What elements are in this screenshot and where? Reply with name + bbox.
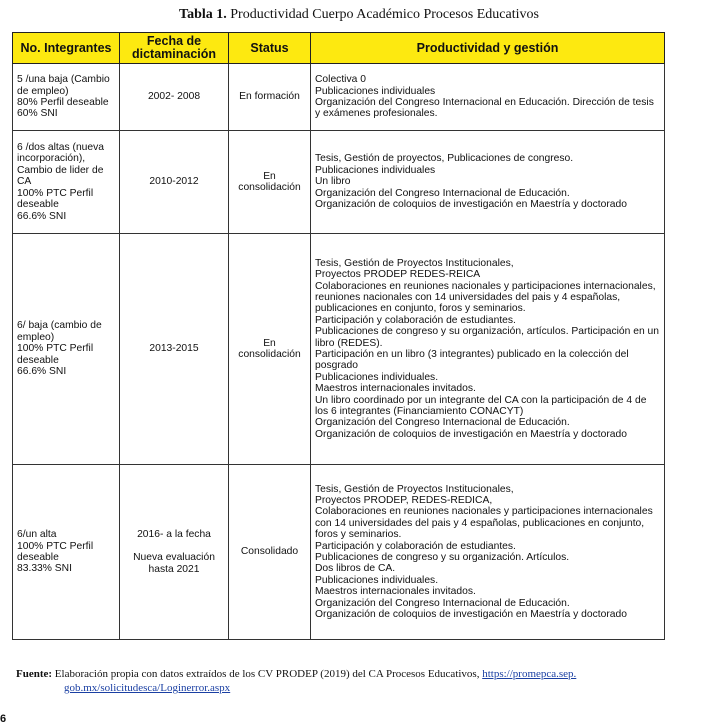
cell-fecha xyxy=(120,64,229,131)
productividad-item: Publicaciones individuales xyxy=(315,85,436,97)
productividad-item: Tesis, Gestión de Proyectos Institucionales, xyxy=(315,257,514,269)
integrantes-text: 6/ baja (cambio de empleo) 100% PTC Perfil deseable 66.6% SNI xyxy=(17,320,102,378)
fecha-spacer xyxy=(124,540,224,552)
header-fecha: Fecha de dictaminación xyxy=(120,33,229,64)
cell-integrantes xyxy=(13,131,120,234)
status-text: En formación xyxy=(239,91,300,103)
productividad-item: Tesis, Gestión de proyectos, Publicaciones de congreso. xyxy=(315,153,574,165)
integrantes-text: 5 /una baja (Cambio de empleo) 80% Perfil deseable 60% SNI xyxy=(17,74,110,120)
productividad-item: Un libro xyxy=(315,176,351,188)
cell-integrantes xyxy=(13,64,120,131)
table-title xyxy=(0,7,718,23)
cell-productividad xyxy=(311,234,665,465)
header-integrantes: No. Integrantes xyxy=(13,33,120,64)
productividad-item: Organización de coloquios de investigación en Maestría y doctorado xyxy=(315,428,627,440)
productividad-item: Organización del Congreso Internacional de Educación. xyxy=(315,187,570,199)
table-row xyxy=(13,131,665,234)
table-header-row xyxy=(13,33,665,64)
fecha-text: 2013-2015 xyxy=(149,343,199,355)
cell-productividad xyxy=(311,131,665,234)
source-link-part2[interactable]: gob.mx/solicitudesca/Loginerror.aspx xyxy=(64,682,231,694)
cell-status xyxy=(229,234,311,465)
fecha-text: 2002- 2008 xyxy=(147,91,201,103)
productividad-item: Participación en un libro (3 integrantes) publicado en la colección del posgrado xyxy=(315,349,629,372)
productividad-item: Organización del Congreso Internacional de Educación. xyxy=(315,417,570,429)
productividad-item: Colaboraciones en reuniones nacionales y participaciones internacionales, reuniones nacionales con 14 universidades del pais y 4 españolas, publicaciones en conjunto, foros y seminarios. xyxy=(315,280,656,315)
productividad-item: Participación y colaboración de estudiantes. xyxy=(315,314,516,326)
productividad-item: Un libro coordinado por un integrante del CA con la participación de 4 de los 6 integrantes (Financiamiento CONACYT) xyxy=(315,394,647,418)
productividad-item: Dos libros de CA. xyxy=(315,563,396,575)
source-link-part1[interactable]: https://promepca.sep. xyxy=(482,668,577,680)
productividad-item: Maestros internacionales invitados. xyxy=(315,383,476,395)
table-row xyxy=(13,64,665,131)
cell-status xyxy=(229,64,311,131)
productividad-item: Organización de coloquios de investigación en Maestría y doctorado xyxy=(315,199,627,211)
productividad-item: Organización del Congreso Internacional de Educación. xyxy=(315,597,570,609)
productivity-table xyxy=(12,32,665,640)
productividad-item: Publicaciones individuales. xyxy=(315,371,439,383)
cell-productividad xyxy=(311,465,665,640)
cell-status xyxy=(229,131,311,234)
productividad-item: Proyectos PRODEP REDES-REICA xyxy=(315,269,481,281)
header-status: Status xyxy=(229,33,311,64)
status-text: Consolidado xyxy=(240,546,299,558)
cell-productividad xyxy=(311,64,665,131)
productividad-item: Colectiva 0 xyxy=(315,74,366,86)
footnote-label: Fuente: xyxy=(16,668,53,680)
cell-integrantes xyxy=(13,465,120,640)
status-text: En consolidación xyxy=(238,337,301,360)
page-number: 6 xyxy=(0,713,7,725)
status-text: En consolidación xyxy=(238,170,301,193)
productividad-item: Colaboraciones en reuniones nacionales y participaciones internacionales con 14 universidades del pais y 4 españolas, publicaciones en conjunto, foros y seminarios. xyxy=(315,506,653,541)
integrantes-text: 6 /dos altas (nueva incorporación), Cambio de lider de CA 100% PTC Perfil deseable 66.6% SNI xyxy=(17,142,105,222)
productividad-item: Publicaciones de congreso y su organización. Artículos. xyxy=(315,552,570,563)
table-row xyxy=(13,234,665,465)
productividad-item: Organización del Congreso Internacional en Educación. Dirección de tesis y exámenes profesionales. xyxy=(315,97,654,120)
cell-fecha xyxy=(120,234,229,465)
cell-fecha xyxy=(120,465,229,640)
table-source-note xyxy=(16,667,676,695)
cell-fecha xyxy=(120,131,229,234)
footnote-text: Elaboración propia con datos extraídos de los CV PRODEP (2019) del CA Procesos Educativos, xyxy=(54,668,480,680)
productividad-item: Publicaciones individuales. xyxy=(315,574,439,586)
productividad-item: Proyectos PRODEP, REDES-REDICA, xyxy=(315,494,493,506)
fecha-text: 2010-2012 xyxy=(149,176,199,188)
integrantes-text: 6/un alta 100% PTC Perfil deseable 83.33% SNI xyxy=(17,529,94,575)
table-row xyxy=(13,465,665,640)
productividad-item: Publicaciones de congreso y su organización, artículos. Participación en un libro (REDES). xyxy=(315,326,660,349)
productividad-item: Publicaciones individuales xyxy=(315,164,436,176)
fecha-extra-text: Nueva evaluación hasta 2021 xyxy=(133,552,215,575)
cell-integrantes xyxy=(13,234,120,465)
table-title-label: Tabla 1. xyxy=(179,7,227,22)
productividad-item: Tesis, Gestión de Proyectos Institucionales, xyxy=(315,483,514,495)
table-title-text: Productividad Cuerpo Académico Procesos Educativos xyxy=(230,7,539,22)
cell-status xyxy=(229,465,311,640)
productividad-item: Participación y colaboración de estudiantes. xyxy=(315,540,516,552)
fecha-text: 2016- a la fecha xyxy=(137,528,211,540)
productividad-item: Maestros internacionales invitados. xyxy=(315,586,476,598)
header-productividad: Productividad y gestión xyxy=(311,33,665,64)
productividad-item: Organización de coloquios de investigación en Maestría y doctorado xyxy=(315,609,627,621)
